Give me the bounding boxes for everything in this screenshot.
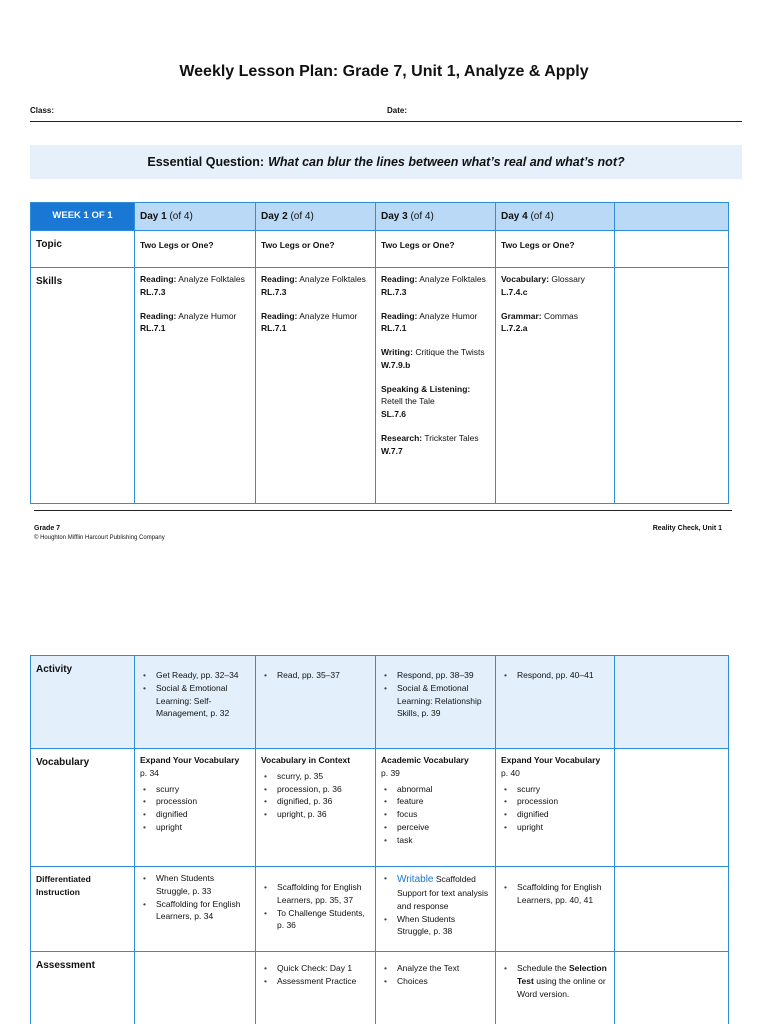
list-item: • abnormal	[384, 783, 490, 796]
list-item: • When Students Struggle, p. 38	[384, 913, 490, 939]
skills-cell: Reading: Analyze Folktales RL.7.3 Reading: Analyze Humor RL.7.1	[135, 268, 256, 504]
assessment-row	[31, 952, 729, 1024]
topic-cell: Two Legs or One?	[496, 231, 615, 268]
week-label: WEEK 1 OF 1	[31, 203, 135, 231]
differentiated-row	[31, 867, 729, 952]
topic-cell: Two Legs or One?	[376, 231, 496, 268]
list-item: • Scaffolding for English Learners, pp. 40, 41	[504, 881, 609, 907]
list-item: • Scaffolding for English Learners, pp. 35, 37	[264, 881, 370, 907]
vocabulary-row	[31, 749, 729, 867]
vocabulary-cell: Academic Vocabulary p. 39 • abnormal • feature • focus • perceive • task	[376, 749, 496, 867]
row-label-assessment: Assessment	[31, 952, 135, 1024]
day-header-row	[31, 203, 729, 231]
list-item: • perceive	[384, 821, 490, 834]
list-item: • Analyze the Text	[384, 962, 490, 975]
day-header-empty	[615, 203, 729, 231]
writable-logo: Writable	[397, 874, 434, 885]
topic-cell-empty	[615, 231, 729, 268]
row-label-topic: Topic	[31, 231, 135, 268]
differentiated-cell	[256, 867, 376, 952]
differentiated-cell	[496, 867, 615, 952]
list-item: • dignified	[504, 808, 609, 821]
differentiated-cell-empty	[615, 867, 729, 952]
page-title: Weekly Lesson Plan: Grade 7, Unit 1, Analyze & Apply	[179, 63, 589, 80]
list-item: • Respond, pp. 38–39	[384, 669, 490, 682]
differentiated-cell	[135, 867, 256, 952]
essential-question-label: Essential Question:	[147, 155, 265, 169]
topic-cell: Two Legs or One?	[135, 231, 256, 268]
footer-rule	[34, 510, 732, 511]
row-label-vocabulary: Vocabulary	[31, 749, 135, 867]
list-item: • Quick Check: Day 1	[264, 962, 370, 975]
list-item: • dignified	[143, 808, 250, 821]
list-item: • focus	[384, 808, 490, 821]
list-item: • feature	[384, 795, 490, 808]
list-item: • Social & Emotional Learning: Self-Management, p. 32	[143, 682, 250, 720]
footer-copyright: © Houghton Mifflin Harcourt Publishing Company	[34, 535, 165, 541]
list-item: • scurry	[143, 783, 250, 796]
skills-cell: Reading: Analyze Folktales RL.7.3 Reading: Analyze Humor RL.7.1 Writing: Critique the Twists W.7.9.b Speaking & Listening: Retell the Tale SL.7.6 Research: Trickster Tales W.7.7	[376, 268, 496, 504]
day-header: Day 1 (of 4)	[135, 203, 256, 231]
essential-question-banner	[30, 145, 742, 179]
vocabulary-cell: Vocabulary in Context • scurry, p. 35 • procession, p. 36 • dignified, p. 36 • upright, p. 36	[256, 749, 376, 867]
topic-row	[31, 231, 729, 268]
date-label: Date:	[387, 106, 408, 115]
list-item: • To Challenge Students, p. 36	[264, 907, 370, 933]
list-item: • Get Ready, pp. 32–34	[143, 669, 250, 682]
activity-cell	[135, 656, 256, 749]
assessment-cell	[376, 952, 496, 1024]
list-item: • Respond, pp. 40–41	[504, 669, 609, 682]
list-item: • procession	[504, 795, 609, 808]
activity-cell-empty	[615, 656, 729, 749]
vocabulary-cell: Expand Your Vocabulary p. 40 • scurry • procession • dignified • upright	[496, 749, 615, 867]
footer-unit: Reality Check, Unit 1	[652, 525, 722, 532]
day-header: Day 4 (of 4)	[496, 203, 615, 231]
list-item: • procession, p. 36	[264, 783, 370, 796]
list-item: • When Students Struggle, p. 33	[143, 872, 250, 898]
activity-cell	[496, 656, 615, 749]
list-item: • scurry, p. 35	[264, 770, 370, 783]
skills-cell: Vocabulary: Glossary L.7.4.c Grammar: Commas L.7.2.a	[496, 268, 615, 504]
skills-cell: Reading: Analyze Folktales RL.7.3 Reading: Analyze Humor RL.7.1	[256, 268, 376, 504]
activity-cell	[376, 656, 496, 749]
vocabulary-cell: Expand Your Vocabulary p. 34 • scurry • procession • dignified • upright	[135, 749, 256, 867]
topic-cell: Two Legs or One?	[256, 231, 376, 268]
differentiated-cell	[376, 867, 496, 952]
list-item: • Assessment Practice	[264, 975, 370, 988]
list-item: • Writable Scaffolded Support for text analysis and response	[384, 872, 490, 913]
list-item: • procession	[143, 795, 250, 808]
class-label: Class:	[30, 106, 55, 115]
day-header: Day 3 (of 4)	[376, 203, 496, 231]
row-label-differentiated: Differentiated Instruction	[31, 867, 135, 952]
day-header: Day 2 (of 4)	[256, 203, 376, 231]
list-item: • Social & Emotional Learning: Relationship Skills, p. 39	[384, 682, 490, 720]
row-label-activity: Activity	[31, 656, 135, 749]
assessment-cell-empty	[135, 952, 256, 1024]
skills-row	[31, 268, 729, 504]
assessment-cell	[496, 952, 615, 1024]
header-rule	[30, 121, 742, 122]
list-item: • dignified, p. 36	[264, 795, 370, 808]
lesson-plan-table-top	[30, 202, 729, 504]
row-label-skills: Skills	[31, 268, 135, 504]
list-item: • Read, pp. 35–37	[264, 669, 370, 682]
list-item: • Choices	[384, 975, 490, 988]
activity-row	[31, 656, 729, 749]
list-item: • task	[384, 834, 490, 847]
footer-grade: Grade 7	[34, 525, 61, 532]
assessment-cell-empty	[615, 952, 729, 1024]
list-item: • upright	[504, 821, 609, 834]
list-item: • upright, p. 36	[264, 808, 370, 821]
list-item: • scurry	[504, 783, 609, 796]
list-item: • upright	[143, 821, 250, 834]
essential-question-text: What can blur the lines between what’s real and what’s not?	[268, 155, 625, 169]
activity-cell	[256, 656, 376, 749]
lesson-plan-table-bottom	[30, 655, 729, 1024]
skills-cell-empty	[615, 268, 729, 504]
vocabulary-cell-empty	[615, 749, 729, 867]
list-item: • Scaffolding for English Learners, p. 34	[143, 898, 250, 924]
assessment-cell	[256, 952, 376, 1024]
list-item: • Schedule the Selection Test using the online or Word version.	[504, 962, 609, 1000]
